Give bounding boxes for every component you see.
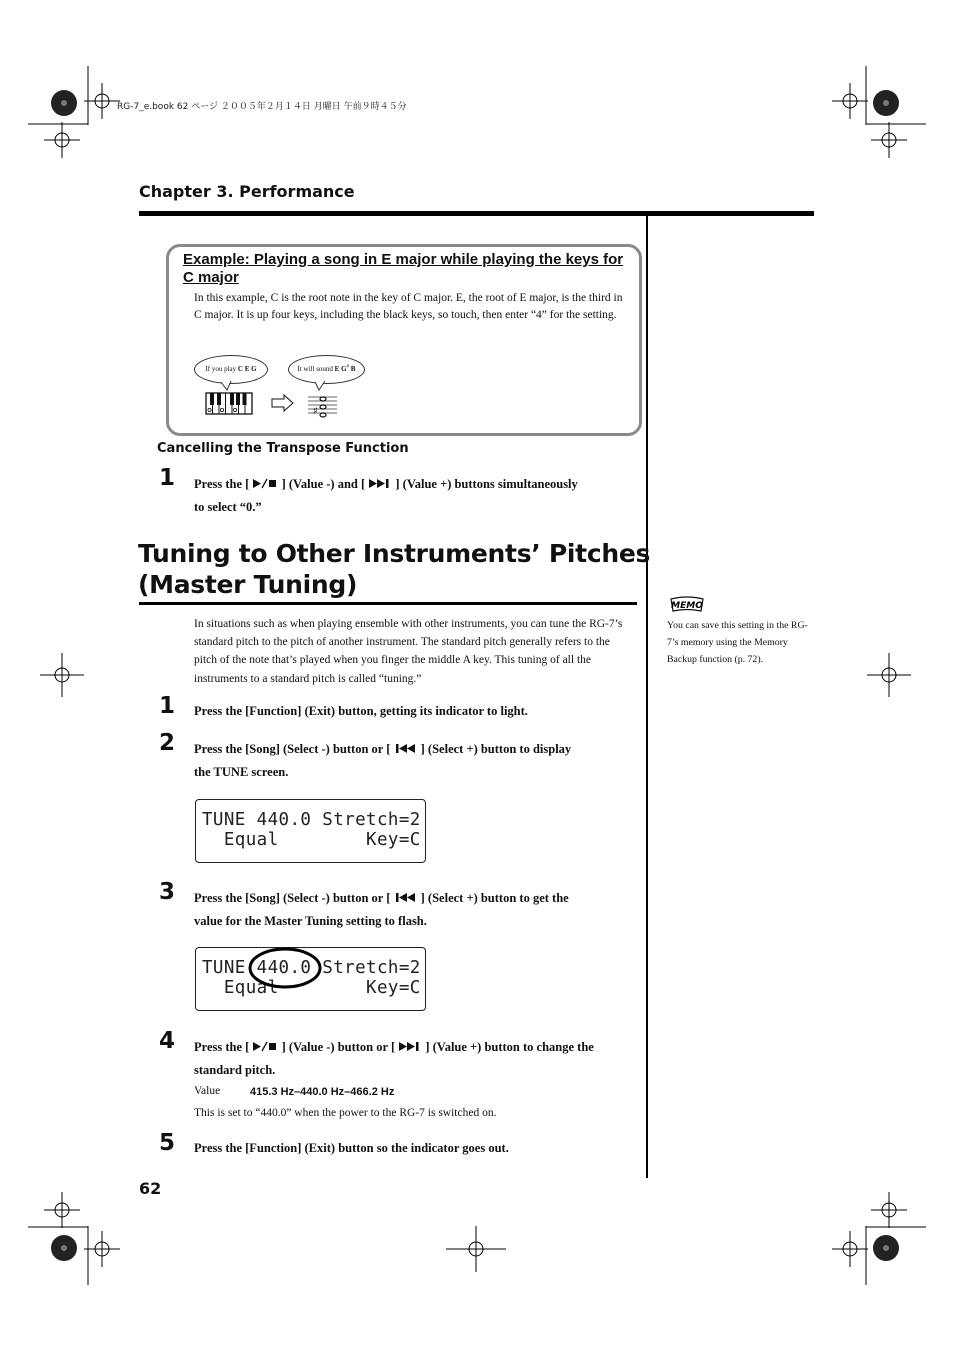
step-4-b: ] (Value -) button or [	[281, 1040, 396, 1054]
step-3-b: ] (Select +) button to get the	[420, 891, 569, 905]
page-number: 62	[139, 1179, 162, 1198]
bubble-play-prefix: If you play	[205, 365, 237, 373]
step-3-a: Press the [Song] (Select -) button or [	[194, 891, 391, 905]
memo-text: You can save this setting in the RG-7’s memory using the Memory Backup function (p. 72).	[667, 620, 808, 665]
lcd1-line2: Equal Key=C	[202, 830, 421, 850]
column-divider	[646, 216, 648, 1178]
fast-forward-icon	[398, 1041, 422, 1052]
cancel-step-a: Press the [	[194, 477, 250, 491]
bubble-sound-last: B	[350, 365, 356, 373]
section-title-line2: (Master Tuning)	[138, 570, 358, 599]
cancel-step-c: ] (Value +) buttons simultaneously	[395, 477, 578, 491]
step-5-text: Press the [Function] (Exit) button so the indicator goes out.	[194, 1141, 509, 1155]
section-title	[138, 538, 650, 600]
print-header: RG-7_e.book 62 ページ ２００５年２月１４日 月曜日 午前９時４５分	[117, 102, 407, 112]
play-stop-icon	[252, 1041, 278, 1052]
section-rule	[139, 602, 637, 605]
bubble-sound-prefix: It will sound	[297, 365, 333, 373]
step-3-number: 3	[159, 879, 176, 905]
svg-text:♯: ♯	[313, 406, 318, 417]
step-4-number: 4	[159, 1028, 176, 1054]
bubble-sound-notes: E G	[334, 365, 347, 373]
step-4-a: Press the [	[194, 1040, 250, 1054]
step-4-text	[194, 1036, 634, 1082]
step-2-c: the TUNE screen.	[194, 765, 289, 779]
step-2-a: Press the [Song] (Select -) button or [	[194, 742, 391, 756]
cancel-step-text	[194, 473, 634, 519]
fast-forward-icon	[368, 478, 392, 489]
lcd2-line2: Equal Key=C	[202, 978, 421, 998]
value-note: This is set to “440.0” when the power to the RG-7 is switched on.	[194, 1107, 497, 1119]
keyboard-illustration	[205, 380, 355, 422]
bubble-sound-sharp: #	[346, 364, 350, 370]
rewind-icon	[394, 892, 418, 903]
play-stop-icon	[252, 478, 278, 489]
step-5-number: 5	[159, 1130, 176, 1156]
top-rule	[139, 211, 814, 216]
example-body: In this example, C is the root note in the key of C major. E, the root of E major, is the third in C major. It is up four keys, including the black keys, so touch, then enter “4” for the setting.	[194, 292, 623, 321]
cancel-step-number: 1	[159, 465, 176, 491]
step-1-number: 1	[159, 693, 176, 719]
step-4-c: ] (Value +) button to change the	[425, 1040, 594, 1054]
example-title: Example: Playing a song in E major while playing the keys for C major	[183, 251, 624, 286]
step-2-b: ] (Select +) button to display	[420, 742, 572, 756]
step-4-d: standard pitch.	[194, 1063, 276, 1077]
cancel-step-b: ] (Value -) and [	[281, 477, 366, 491]
memo-icon	[669, 596, 705, 614]
section-title-line1: Tuning to Other Instruments’ Pitches	[138, 539, 651, 568]
step-2-number: 2	[159, 730, 176, 756]
value-range: 415.3 Hz–440.0 Hz–466.2 Hz	[250, 1086, 395, 1098]
section-intro: In situations such as when playing ensemble with other instruments, you can tune the RG-7’s standard pitch to the pitch of another instrument. The standard pitch generally refers to the pitch of the note that’s played when you finger the middle A key. This tuning of all the instruments to a standard pitch is called “tuning.”	[194, 618, 623, 685]
cancel-step-d: to select “0.”	[194, 500, 262, 514]
value-label: Value	[194, 1085, 221, 1097]
chapter-title: Chapter 3. Performance	[139, 182, 355, 201]
highlight-ellipse	[247, 946, 325, 990]
memo-label: MEMO	[671, 601, 703, 611]
bubble-play-notes: C E G	[237, 365, 257, 373]
lcd2-line1: TUNE 440.0 Stretch=2	[202, 958, 421, 978]
step-3-text	[194, 887, 634, 933]
rewind-icon	[394, 743, 418, 754]
lcd-display-tune	[195, 799, 426, 863]
step-3-c: value for the Master Tuning setting to flash.	[194, 914, 427, 928]
step-2-text	[194, 738, 634, 784]
cancel-heading: Cancelling the Transpose Function	[157, 441, 409, 456]
step-1-text: Press the [Function] (Exit) button, getting its indicator to light.	[194, 704, 528, 718]
lcd1-line1: TUNE 440.0 Stretch=2	[202, 810, 421, 830]
